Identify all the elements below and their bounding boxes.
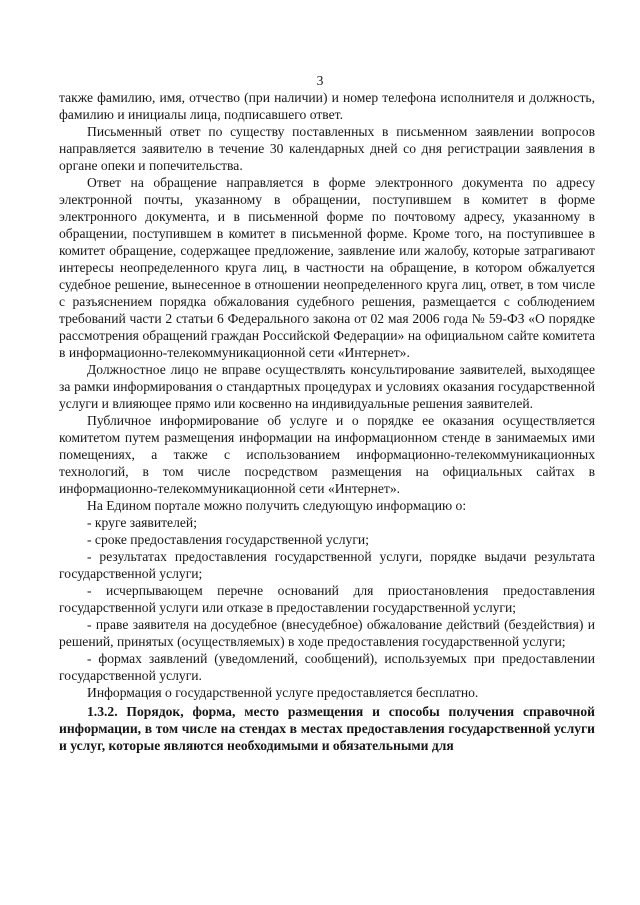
list-item: - формах заявлений (уведомлений, сообщений), используемых при предоставлении государственной услуги. xyxy=(59,651,595,683)
list-item: - круге заявителей; xyxy=(87,515,197,530)
paragraph-portal-info-intro: На Едином портале можно получить следующую информацию о: xyxy=(87,498,467,513)
paragraph-consulting-limits: Должностное лицо не вправе осуществлять консультирование заявителей, выходящее за рамки информирования о стандартных процедурах и условиях оказания государственной услуги и влияющее прямо или косвенно на индивидуальные решения заявителей. xyxy=(59,362,595,411)
list-item: - исчерпывающем перечне оснований для приостановления предоставления государственной услуги или отказе в предоставлении государственной услуги; xyxy=(59,583,595,615)
paragraph-free-of-charge: Информация о государственной услуге предоставляется бесплатно. xyxy=(87,685,479,700)
paragraph-written-response: Письменный ответ по существу поставленных в письменном заявлении вопросов направляется заявителю в течение 30 календарных дней со дня регистрации заявления в органе опеки и попечительства. xyxy=(59,124,595,173)
paragraph-contact-details: также фамилию, имя, отчество (при наличии) и номер телефона исполнителя и должность, фамилию и инициалы лица, подписавшего ответ. xyxy=(59,90,595,122)
list-item: - сроке предоставления государственной услуги; xyxy=(87,532,369,547)
paragraph-public-information: Публичное информирование об услуге и о порядке ее оказания осуществляется комитетом путем размещения информации на информационном стенде в занимаемых ими помещениях, а также с использованием информационно-телекоммуникационных технологий, в том числе посредством размещения на официальных сайтах в информационно-телекоммуникационной сети «Интернет». xyxy=(59,413,595,496)
section-heading: 1.3.2. Порядок, форма, место размещения и способы получения справочной информации, в том числе на стендах в местах предоставления государственной услуги и услуг, которые являются необходимыми и обязательными для xyxy=(59,704,595,753)
document-body xyxy=(59,89,595,754)
page-number: 3 xyxy=(316,73,324,88)
list-item: - праве заявителя на досудебное (внесудебное) обжалование действий (бездействия) и решений, принятых (осуществляемых) в ходе предоставления государственной услуги; xyxy=(59,617,595,649)
paragraph-electronic-response: Ответ на обращение направляется в форме электронного документа по адресу электронной почты, указанному в обращении, поступившем в комитет в форме электронного документа, и в письменной форме по почтовому адресу, указанному в обращении, поступившем в комитет в письменной форме. Кроме того, на поступившее в комитет обращение, содержащее предложение, заявление или жалобу, которые затрагивают интересы неопределенного круга лиц, в частности на обращение, в котором обжалуется судебное решение, вынесенное в отношении неопределенного круга лиц, ответ, в том числе с разъяснением порядка обжалования судебного решения, размещается с соблюдением требований части 2 статьи 6 Федерального закона от 02 мая 2006 года № 59-ФЗ «О порядке рассмотрения обращений граждан Российской Федерации» на официальном сайте комитета в информационно-телекоммуникационной сети «Интернет». xyxy=(59,175,595,360)
list-item: - результатах предоставления государственной услуги, порядке выдачи результата государственной услуги; xyxy=(59,549,595,581)
